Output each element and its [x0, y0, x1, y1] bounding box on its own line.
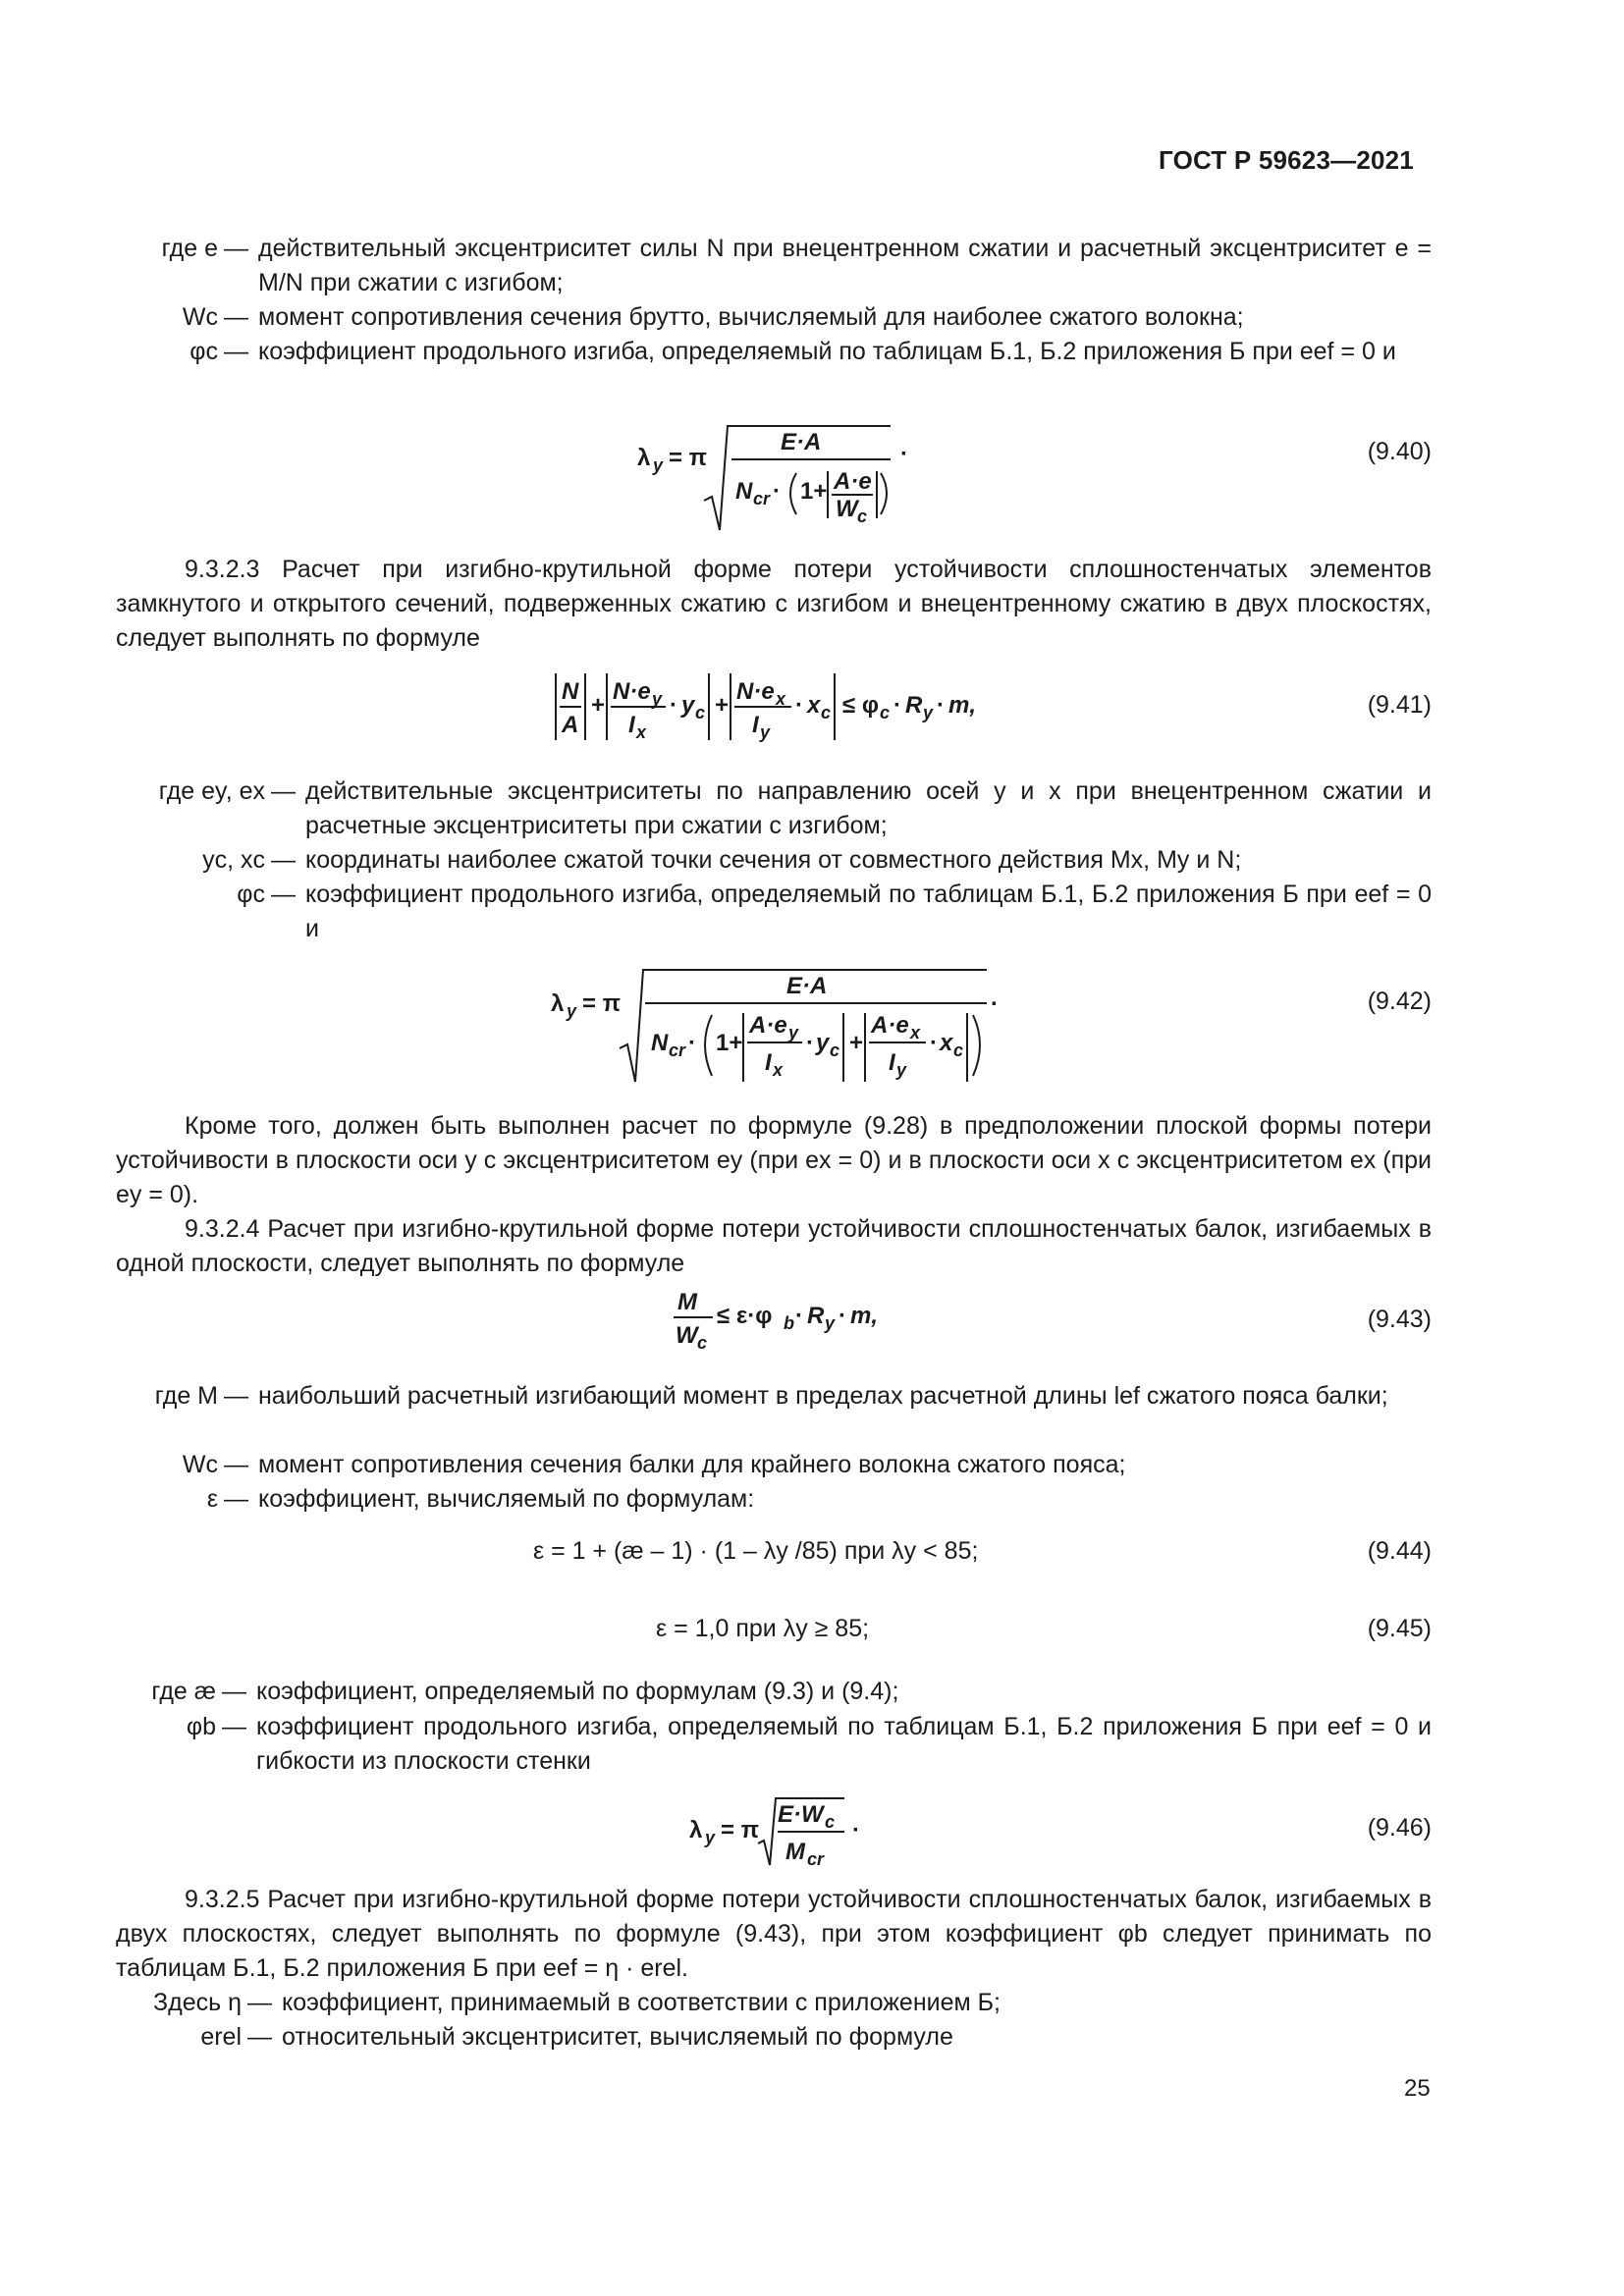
- svg-text:·: ·: [930, 1030, 938, 1056]
- svg-text:y: y: [816, 1030, 830, 1056]
- svg-text:N·e: N·e: [613, 678, 651, 705]
- svg-text:= π: = π: [721, 1817, 760, 1843]
- svg-text:·: ·: [839, 1303, 846, 1329]
- svg-text:I: I: [752, 712, 759, 738]
- svg-text:+: +: [715, 692, 730, 719]
- formula-9-44: ε = 1 + (æ – 1) · (1 – λy /85) при λy < 85;: [533, 1537, 979, 1565]
- svg-text:y: y: [825, 1313, 836, 1333]
- svg-text:= π: = π: [669, 445, 708, 471]
- svg-text:A·e: A·e: [749, 1012, 787, 1039]
- svg-text:.: .: [991, 985, 998, 1011]
- svg-text:c: c: [880, 703, 891, 722]
- definition-eta: Здесь η — коэффициент, принимаемый в соответствии с приложением Б;: [153, 1989, 1001, 2016]
- svg-text:c: c: [857, 507, 868, 526]
- document-id: ГОСТ Р 59623—2021: [1159, 145, 1414, 175]
- formula-9-45: ε = 1,0 при λy ≥ 85;: [656, 1615, 870, 1642]
- svg-text:·: ·: [670, 692, 677, 719]
- definition-m: где M — наибольший расчетный изгибающий момент в пределах расчетной длины lef сжатого пояса балки;: [154, 1382, 1388, 1410]
- svg-text:m,: m,: [948, 692, 977, 719]
- svg-text:R: R: [905, 692, 923, 719]
- svg-text:1+: 1+: [716, 1030, 743, 1056]
- svg-text:λ: λ: [551, 990, 565, 1017]
- svg-text:x: x: [807, 692, 821, 719]
- svg-text:I: I: [889, 1049, 895, 1076]
- svg-text:M: M: [785, 1839, 805, 1865]
- svg-text:y: y: [788, 1023, 799, 1042]
- equation-number: (9.46): [1367, 1814, 1432, 1842]
- equation-number: (9.43): [1367, 1306, 1432, 1333]
- page-number: 25: [1404, 2075, 1431, 2102]
- formula-9-41: [550, 667, 1011, 752]
- definition-phi-c: φc — коэффициент продольного изгиба, определяемый по таблицам Б.1, Б.2 приложения Б при eef = 0 и: [189, 338, 1396, 365]
- svg-text:cr: cr: [753, 489, 771, 508]
- svg-text:y: y: [567, 1001, 577, 1021]
- equation-number: (9.42): [1367, 988, 1432, 1015]
- definition-e: где e — действительный эксцентриситет силы N при внецентренном сжатии и расчетный эксцентриситет e = M/N при сжатии с изгибом;: [161, 235, 1432, 296]
- definition-phi-c-2: φc — коэффициент продольного изгиба, определяемый по таблицам Б.1, Б.2 приложения Б при eef = 0 и: [237, 881, 1432, 942]
- svg-text:c: c: [825, 1812, 836, 1832]
- formula-9-40: [633, 420, 918, 538]
- svg-text:λ: λ: [689, 1817, 703, 1843]
- svg-text:·: ·: [852, 1817, 860, 1843]
- svg-text:N: N: [562, 678, 579, 705]
- svg-text:y: y: [705, 1828, 716, 1847]
- equation-number: (9.41): [1367, 691, 1432, 719]
- equation-number: (9.45): [1367, 1615, 1432, 1642]
- svg-text:I: I: [765, 1049, 772, 1076]
- svg-text:y: y: [923, 703, 934, 722]
- equation-number: (9.44): [1367, 1537, 1432, 1565]
- svg-text:N: N: [651, 1030, 669, 1056]
- svg-text:A: A: [562, 712, 579, 738]
- svg-text:λ: λ: [637, 445, 651, 471]
- svg-text:c: c: [695, 703, 706, 722]
- svg-text:N: N: [735, 478, 753, 505]
- svg-text:y: y: [760, 722, 771, 742]
- paragraph-9-3-2-5: 9.3.2.5 Расчет при изгибно-крутильной форме потери устойчивости сплошностенчатых балок, изгибаемых в двух плоскостях, следует выполнять по формуле (9.43), при этом коэффициент φb следует принимать по таблицам Б.1, Б.2 приложения Б при eef = η · erel.: [116, 1886, 1432, 1982]
- svg-text:x: x: [636, 722, 647, 742]
- svg-text:+: +: [591, 692, 606, 719]
- svg-text:c: c: [953, 1041, 964, 1060]
- svg-text:c: c: [697, 1333, 708, 1353]
- paragraph-9-3-2-3: 9.3.2.3 Расчет при изгибно-крутильной форме потери устойчивости сплошностенчатых элементов замкнутого и открытого сечений, подверженных сжатию с изгибом и внецентренному сжатию в двух плоскостях, следует выполнять по формуле: [116, 556, 1432, 652]
- definition-ey-ex: где ey, ex — действительные эксцентриситеты по направлению осей y и x при внецентренном сжатии и расчетные эксцентриситеты при сжатии с изгибом;: [158, 777, 1432, 839]
- formula-9-42: [547, 962, 1008, 1090]
- svg-text:M: M: [677, 1289, 697, 1315]
- definition-phi-b: φb — коэффициент продольного изгиба, определяемый по таблицам Б.1, Б.2 приложения Б при eef = 0 и гибкости из плоскости стенки: [186, 1713, 1432, 1775]
- definition-wc: Wc — момент сопротивления сечения брутто, вычисляемый для наиболее сжатого волокна;: [182, 303, 1244, 331]
- formula-9-46: [687, 1794, 903, 1873]
- definition-yc-xc: yc, xc — координаты наиболее сжатой точки сечения от совместного действия Mx, My и N;: [202, 846, 1242, 874]
- svg-text:c: c: [821, 703, 832, 722]
- svg-text:x: x: [776, 689, 786, 709]
- paragraph-9-3-2-4: 9.3.2.4 Расчет при изгибно-крутильной форме потери устойчивости сплошностенчатых балок, изгибаемых в одной плоскости, следует выполнять по формуле: [116, 1215, 1432, 1277]
- definition-erel: erel — относительный эксцентриситет, вычисляемый по формуле: [200, 2023, 953, 2051]
- svg-text:W: W: [836, 496, 858, 522]
- svg-text:N·e: N·e: [736, 678, 775, 705]
- svg-text:y: y: [681, 692, 695, 719]
- svg-text:I: I: [628, 712, 635, 738]
- svg-text:y: y: [653, 455, 664, 475]
- definition-wc-2: Wc — момент сопротивления сечения балки для крайнего волокна сжатого пояса;: [182, 1451, 1126, 1478]
- svg-text:·: ·: [773, 478, 781, 505]
- svg-text:x: x: [940, 1030, 953, 1056]
- svg-text:b: b: [784, 1313, 794, 1333]
- svg-text:cr: cr: [807, 1849, 825, 1869]
- svg-text:= π: = π: [582, 990, 622, 1017]
- svg-text:R: R: [807, 1303, 825, 1329]
- svg-text:≤ ε·φ: ≤ ε·φ: [717, 1303, 773, 1329]
- svg-text:≤ φ: ≤ φ: [842, 692, 880, 719]
- svg-text:E·A: E·A: [786, 973, 828, 999]
- svg-text:cr: cr: [669, 1041, 686, 1060]
- svg-text:c: c: [830, 1041, 840, 1060]
- svg-text:·: ·: [893, 692, 901, 719]
- svg-text:y: y: [896, 1060, 907, 1080]
- svg-text:W: W: [676, 1322, 698, 1349]
- svg-text:·: ·: [900, 441, 908, 467]
- svg-text:·: ·: [795, 692, 803, 719]
- definition-ae: где æ — коэффициент, определяемый по формулам (9.3) и (9.4);: [151, 1678, 899, 1705]
- svg-text:x: x: [773, 1060, 784, 1080]
- svg-text:x: x: [910, 1023, 921, 1042]
- svg-text:A·e: A·e: [871, 1012, 909, 1039]
- svg-text:·: ·: [688, 1030, 696, 1056]
- paragraph-besides: Кроме того, должен быть выполнен расчет по формуле (9.28) в предположении плоской формы потери устойчивости в плоскости оси y с эксцентриситетом ey (при ex = 0) и в плоскости оси x с эксцентриситетом ex (при ey = 0).: [116, 1112, 1432, 1208]
- equation-number: (9.40): [1367, 438, 1432, 465]
- svg-text:E·A: E·A: [781, 429, 822, 455]
- formula-9-43: [670, 1284, 905, 1359]
- svg-text:+: +: [849, 1030, 864, 1056]
- definition-epsilon: ε — коэффициент, вычисляемый по формулам:: [206, 1485, 755, 1513]
- svg-text:1+: 1+: [800, 478, 828, 505]
- svg-text:·: ·: [937, 692, 945, 719]
- svg-text:A·e: A·e: [834, 468, 872, 495]
- svg-text:m,: m,: [850, 1303, 879, 1329]
- svg-text:·: ·: [806, 1030, 814, 1056]
- svg-text:y: y: [652, 689, 663, 709]
- svg-text:E·W: E·W: [778, 1801, 824, 1828]
- svg-text:·: ·: [795, 1303, 803, 1329]
